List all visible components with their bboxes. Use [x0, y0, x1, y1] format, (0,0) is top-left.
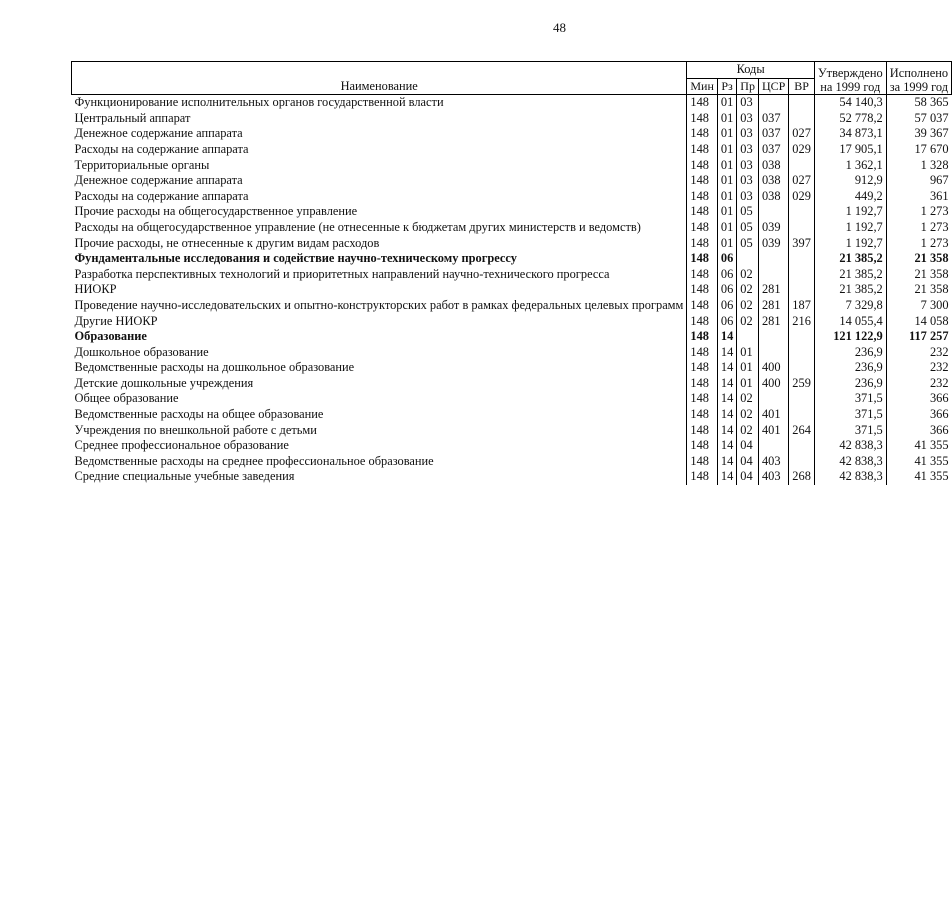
cell-rz: 14 [717, 438, 736, 454]
cell-executed: 41 355 [886, 438, 951, 454]
cell-csr: 039 [758, 220, 788, 236]
cell-pr: 03 [737, 142, 759, 158]
cell-min: 148 [687, 407, 718, 423]
cell-min: 148 [687, 204, 718, 220]
cell-rz: 06 [717, 282, 736, 298]
cell-pr: 03 [737, 111, 759, 127]
cell-vr [789, 391, 815, 407]
cell-approved: 17 905,1 [814, 142, 886, 158]
cell-rz: 06 [717, 314, 736, 330]
cell-executed: 21 358 [886, 251, 951, 267]
cell-vr [789, 204, 815, 220]
cell-pr: 02 [737, 391, 759, 407]
cell-executed: 17 670 [886, 142, 951, 158]
cell-csr: 400 [758, 376, 788, 392]
cell-csr [758, 267, 788, 283]
header-executed-line1: Исполнено [889, 66, 949, 81]
cell-vr: 029 [789, 142, 815, 158]
cell-executed: 1 273 [886, 236, 951, 252]
table-row [72, 204, 952, 220]
cell-pr: 03 [737, 158, 759, 174]
cell-name: Другие НИОКР [74, 313, 158, 328]
cell-csr: 281 [758, 282, 788, 298]
cell-min: 148 [687, 189, 718, 205]
cell-vr: 187 [789, 298, 815, 314]
cell-csr [758, 345, 788, 361]
cell-approved: 7 329,8 [814, 298, 886, 314]
table-row [72, 126, 952, 142]
cell-rz: 14 [717, 391, 736, 407]
table-row [72, 376, 952, 392]
cell-executed: 366 [886, 407, 951, 423]
cell-name: Фундаментальные исследования и содействие научно-техническому прогрессу [74, 251, 517, 266]
cell-executed: 232 [886, 376, 951, 392]
cell-csr: 403 [758, 469, 788, 485]
cell-approved: 1 192,7 [814, 220, 886, 236]
cell-vr [789, 251, 815, 267]
cell-approved: 121 122,9 [814, 329, 886, 345]
header-code-pr: Пр [737, 78, 759, 95]
cell-csr: 403 [758, 454, 788, 470]
cell-name: Денежное содержание аппарата [74, 173, 243, 188]
cell-rz: 01 [717, 204, 736, 220]
cell-executed: 58 365 [886, 95, 951, 111]
table-row [72, 95, 952, 111]
cell-name: Проведение научно-исследовательских и опытно-конструкторских работ в рамках федеральных целевых программ [74, 297, 684, 312]
cell-min: 148 [687, 438, 718, 454]
cell-pr: 01 [737, 345, 759, 361]
cell-name: Расходы на общегосударственное управление (не отнесенные к бюджетам других министерств и ведомств) [74, 219, 641, 234]
table-row [72, 407, 952, 423]
cell-csr: 401 [758, 407, 788, 423]
cell-executed: 14 058 [886, 314, 951, 330]
table-row [72, 189, 952, 205]
cell-name: Образование [74, 329, 147, 344]
cell-min: 148 [687, 345, 718, 361]
cell-vr [789, 267, 815, 283]
cell-min: 148 [687, 329, 718, 345]
cell-name: Денежное содержание аппарата [74, 126, 243, 141]
cell-vr: 027 [789, 126, 815, 142]
cell-pr: 04 [737, 438, 759, 454]
cell-csr: 037 [758, 111, 788, 127]
cell-min: 148 [687, 376, 718, 392]
cell-pr: 02 [737, 314, 759, 330]
cell-vr [789, 329, 815, 345]
cell-approved: 1 192,7 [814, 204, 886, 220]
cell-rz: 14 [717, 329, 736, 345]
cell-rz: 14 [717, 423, 736, 439]
cell-approved: 371,5 [814, 423, 886, 439]
cell-approved: 912,9 [814, 173, 886, 189]
table-row [72, 236, 952, 252]
table-row [72, 220, 952, 236]
cell-csr: 281 [758, 298, 788, 314]
table-row [72, 142, 952, 158]
cell-name: Ведомственные расходы на дошкольное образование [74, 360, 355, 375]
cell-pr: 05 [737, 220, 759, 236]
cell-csr: 038 [758, 158, 788, 174]
cell-name: Средние специальные учебные заведения [74, 469, 295, 484]
cell-min: 148 [687, 220, 718, 236]
cell-approved: 14 055,4 [814, 314, 886, 330]
cell-executed: 361 [886, 189, 951, 205]
cell-approved: 236,9 [814, 345, 886, 361]
cell-csr: 037 [758, 142, 788, 158]
cell-executed: 967 [886, 173, 951, 189]
cell-name: Прочие расходы, не отнесенные к другим видам расходов [74, 235, 380, 250]
table-row [72, 158, 952, 174]
table-row [72, 314, 952, 330]
cell-approved: 21 385,2 [814, 251, 886, 267]
cell-name: Ведомственные расходы на среднее профессиональное образование [74, 453, 434, 468]
cell-rz: 14 [717, 454, 736, 470]
cell-executed: 366 [886, 423, 951, 439]
table-row [72, 173, 952, 189]
cell-executed: 41 355 [886, 469, 951, 485]
cell-min: 148 [687, 236, 718, 252]
cell-pr [737, 251, 759, 267]
cell-vr [789, 345, 815, 361]
cell-min: 148 [687, 126, 718, 142]
cell-approved: 236,9 [814, 360, 886, 376]
cell-approved: 52 778,2 [814, 111, 886, 127]
header-code-vr: ВР [789, 78, 815, 95]
cell-pr: 01 [737, 360, 759, 376]
cell-pr: 03 [737, 95, 759, 111]
cell-vr: 216 [789, 314, 815, 330]
cell-executed: 41 355 [886, 454, 951, 470]
cell-rz: 06 [717, 298, 736, 314]
cell-csr: 037 [758, 126, 788, 142]
table-row [72, 360, 952, 376]
cell-vr [789, 360, 815, 376]
cell-csr: 039 [758, 236, 788, 252]
cell-pr: 04 [737, 454, 759, 470]
table-row [72, 329, 952, 345]
cell-executed: 21 358 [886, 267, 951, 283]
cell-csr [758, 438, 788, 454]
cell-csr [758, 329, 788, 345]
table-row [72, 391, 952, 407]
cell-vr: 397 [789, 236, 815, 252]
cell-approved: 1 192,7 [814, 236, 886, 252]
cell-name: Ведомственные расходы на общее образование [74, 407, 324, 422]
table-row [72, 423, 952, 439]
table-row [72, 251, 952, 267]
cell-approved: 21 385,2 [814, 267, 886, 283]
table-row [72, 345, 952, 361]
cell-rz: 01 [717, 189, 736, 205]
header-code-csr: ЦСР [758, 78, 788, 95]
cell-min: 148 [687, 314, 718, 330]
cell-vr [789, 220, 815, 236]
header-approved [814, 62, 886, 95]
cell-vr [789, 407, 815, 423]
cell-name: Функционирование исполнительных органов государственной власти [74, 95, 444, 110]
cell-min: 148 [687, 298, 718, 314]
page-number: 48 [553, 20, 566, 35]
cell-rz: 14 [717, 469, 736, 485]
cell-csr: 281 [758, 314, 788, 330]
cell-pr: 05 [737, 204, 759, 220]
cell-approved: 21 385,2 [814, 282, 886, 298]
cell-approved: 54 140,3 [814, 95, 886, 111]
cell-name: Среднее профессиональное образование [74, 438, 289, 453]
cell-executed: 39 367 [886, 126, 951, 142]
cell-min: 148 [687, 282, 718, 298]
cell-rz: 06 [717, 267, 736, 283]
cell-rz: 01 [717, 95, 736, 111]
cell-pr: 02 [737, 407, 759, 423]
budget-table [71, 61, 952, 485]
cell-executed: 117 257 [886, 329, 951, 345]
header-code-min: Мин [687, 78, 718, 95]
cell-name: Общее образование [74, 391, 179, 406]
cell-min: 148 [687, 360, 718, 376]
table-row [72, 298, 952, 314]
cell-pr [737, 329, 759, 345]
header-approved-line2: на 1999 год [820, 80, 881, 95]
cell-executed: 7 300 [886, 298, 951, 314]
cell-vr [789, 158, 815, 174]
cell-vr [789, 282, 815, 298]
cell-rz: 01 [717, 111, 736, 127]
cell-csr [758, 391, 788, 407]
cell-name: Прочие расходы на общегосударственное управление [74, 204, 358, 219]
header-executed-line2: за 1999 год [889, 80, 949, 95]
cell-vr: 259 [789, 376, 815, 392]
cell-executed: 232 [886, 360, 951, 376]
cell-min: 148 [687, 158, 718, 174]
header-executed [886, 62, 951, 95]
table-row [72, 438, 952, 454]
cell-name: НИОКР [74, 282, 117, 297]
cell-approved: 42 838,3 [814, 454, 886, 470]
cell-min: 148 [687, 111, 718, 127]
cell-approved: 449,2 [814, 189, 886, 205]
cell-min: 148 [687, 267, 718, 283]
cell-name: Учреждения по внешкольной работе с детьми [74, 422, 317, 437]
cell-min: 148 [687, 423, 718, 439]
cell-min: 148 [687, 251, 718, 267]
cell-rz: 01 [717, 126, 736, 142]
cell-pr: 02 [737, 423, 759, 439]
cell-approved: 1 362,1 [814, 158, 886, 174]
cell-rz: 01 [717, 236, 736, 252]
cell-pr: 03 [737, 189, 759, 205]
table-row [72, 111, 952, 127]
cell-approved: 34 873,1 [814, 126, 886, 142]
cell-approved: 42 838,3 [814, 469, 886, 485]
cell-vr: 029 [789, 189, 815, 205]
cell-approved: 371,5 [814, 391, 886, 407]
cell-pr: 03 [737, 173, 759, 189]
cell-approved: 236,9 [814, 376, 886, 392]
table-row [72, 454, 952, 470]
cell-vr: 268 [789, 469, 815, 485]
header-approved-line1: Утверждено [817, 66, 883, 81]
table-row [72, 282, 952, 298]
cell-pr: 03 [737, 126, 759, 142]
cell-csr [758, 251, 788, 267]
cell-name: Детские дошкольные учреждения [74, 375, 254, 390]
cell-executed: 1 328 [886, 158, 951, 174]
cell-min: 148 [687, 142, 718, 158]
cell-pr: 02 [737, 282, 759, 298]
cell-csr [758, 204, 788, 220]
table-row [72, 469, 952, 485]
cell-executed: 232 [886, 345, 951, 361]
cell-min: 148 [687, 454, 718, 470]
cell-min: 148 [687, 391, 718, 407]
cell-vr [789, 95, 815, 111]
cell-rz: 14 [717, 345, 736, 361]
cell-min: 148 [687, 173, 718, 189]
cell-min: 148 [687, 469, 718, 485]
cell-approved: 371,5 [814, 407, 886, 423]
cell-rz: 01 [717, 173, 736, 189]
cell-executed: 1 273 [886, 204, 951, 220]
cell-pr: 05 [737, 236, 759, 252]
cell-rz: 14 [717, 407, 736, 423]
cell-rz: 14 [717, 376, 736, 392]
cell-approved: 42 838,3 [814, 438, 886, 454]
cell-vr [789, 111, 815, 127]
table-row [72, 267, 952, 283]
cell-csr: 400 [758, 360, 788, 376]
cell-rz: 14 [717, 360, 736, 376]
cell-pr: 02 [737, 267, 759, 283]
cell-csr: 401 [758, 423, 788, 439]
cell-pr: 02 [737, 298, 759, 314]
header-code-rz: Рз [717, 78, 736, 95]
cell-name: Территориальные органы [74, 157, 210, 172]
table-body [72, 95, 952, 485]
header-name: Наименование [72, 62, 687, 95]
cell-vr: 027 [789, 173, 815, 189]
cell-csr: 038 [758, 173, 788, 189]
cell-executed: 21 358 [886, 282, 951, 298]
header-row-top [72, 62, 952, 79]
cell-rz: 06 [717, 251, 736, 267]
cell-name: Разработка перспективных технологий и приоритетных направлений научно-технического прогресса [74, 266, 610, 281]
cell-min: 148 [687, 95, 718, 111]
cell-name: Дошкольное образование [74, 344, 209, 359]
cell-vr [789, 438, 815, 454]
cell-name: Центральный аппарат [74, 110, 191, 125]
cell-csr: 038 [758, 189, 788, 205]
cell-vr: 264 [789, 423, 815, 439]
cell-executed: 57 037 [886, 111, 951, 127]
cell-executed: 366 [886, 391, 951, 407]
cell-csr [758, 95, 788, 111]
cell-rz: 01 [717, 142, 736, 158]
cell-rz: 01 [717, 220, 736, 236]
cell-vr [789, 454, 815, 470]
cell-pr: 01 [737, 376, 759, 392]
cell-name: Расходы на содержание аппарата [74, 141, 249, 156]
cell-rz: 01 [717, 158, 736, 174]
cell-pr: 04 [737, 469, 759, 485]
cell-executed: 1 273 [886, 220, 951, 236]
cell-name: Расходы на содержание аппарата [74, 188, 249, 203]
header-codes: Коды [687, 62, 815, 79]
